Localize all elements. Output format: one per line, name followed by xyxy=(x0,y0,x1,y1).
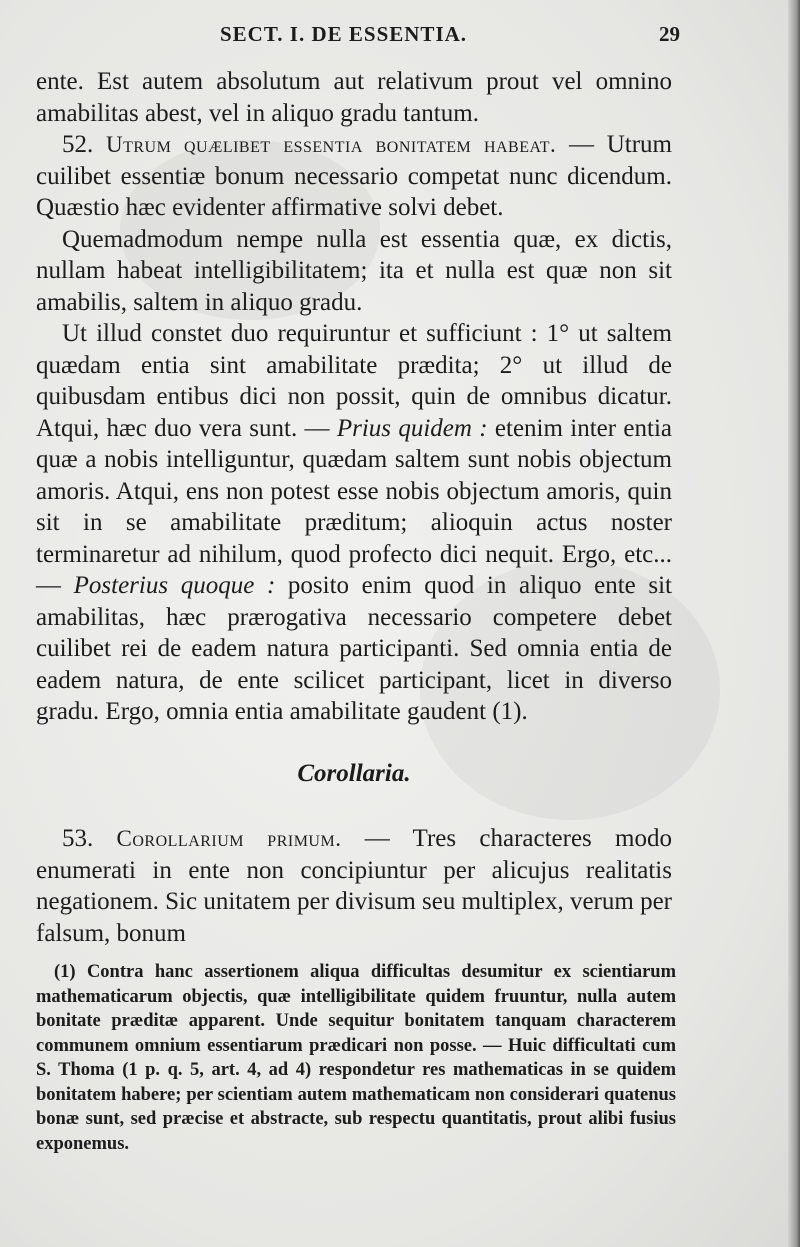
page-edge-shadow xyxy=(788,0,800,1247)
paragraph: Quemadmodum nempe nulla est essentia quæ, ex dictis, nullam habeat intelligibilitatem; ita et nulla est quæ non sit amabilis, saltem in aliquo gradu. xyxy=(36,225,672,316)
section-text: — Utrum cuilibet essentiæ bonum necessario competat nunc dicendum. Quæstio hæc evidenter affirmative solvi debet. xyxy=(36,131,672,221)
posterius-label: Posterius quoque : xyxy=(73,572,276,599)
footnote-text: (1) Contra hanc assertionem aliqua difficultas desumitur ex scientiarum mathematicarum objectis, quæ intelligibilitate quidem fruuntur, nulla autem bonitate præditæ apparent. Unde sequitur bonitatem tanquam characterem communem omnium essentiarum prædicari non posse. — Huic difficultati cum S. Thoma (1 p. q. 5, art. 4, ad 4) respondetur res mathematicas in se quidem bonitatem habere; per scientiam autem mathematicam non considerari quatenus bonæ sunt, sed præcise et abstracte, sub respectu quantitatis, prout alibi fusius exponemus. xyxy=(36,962,676,1154)
main-text xyxy=(36,66,672,949)
section-number: 53. xyxy=(62,825,94,852)
argument-text: etenim inter entia quæ a nobis intelliguntur, quædam saltem sunt nobis objectum amoris. Atqui, ens non potest esse nobis objectum amoris, quin sit in se amabilitate præditum; alioquin actus noster terminaretur ad nihilum, quod profecto dici nequit. Ergo, etc... — xyxy=(36,414,672,599)
section-52 xyxy=(36,129,672,224)
section-number: 52. xyxy=(62,131,94,158)
argument-text: Ut illud constet duo requiruntur et sufficiunt : 1° ut saltem quædam entia sint amabilitate prædita; 2° ut illud de quibusdam entibus dici non possit, quin de omnibus dicatur. Atqui, hæc duo vera sunt. — xyxy=(36,320,672,442)
section-title: Utrum quælibet essentia bonitatem habeat. xyxy=(105,132,557,157)
paragraph-argument xyxy=(36,318,672,728)
section-53 xyxy=(36,823,672,949)
section-text: — Tres characteres modo enumerati in ente non concipiuntur per alicujus realitatis negationem. Sic unitatem per divisum seu multiplex, verum per falsum, bonum xyxy=(36,825,672,947)
section-title: Corollarium primum. xyxy=(116,826,342,851)
subheading: Corollaria. xyxy=(297,759,411,787)
page-header xyxy=(40,22,680,46)
running-head: SECT. I. DE ESSENTIA. xyxy=(220,22,468,46)
prius-label: Prius quidem : xyxy=(336,414,488,442)
footnote xyxy=(36,960,676,1156)
argument-text: posito enim quod in aliquo ente sit amabilitas, hæc prærogativa necessario competere debet cuilibet rei de eadem natura participanti. Sed omnia entia de eadem natura, de ente scilicet participant, licet in diverso gradu. Ergo, omnia entia amabilitate gaudent (1). xyxy=(36,572,673,725)
page-number: 29 xyxy=(659,22,680,46)
paragraph-continuation: ente. Est autem absolutum aut relativum prout vel omnino amabilitas abest, vel in aliquo gradu tantum. xyxy=(36,68,672,127)
